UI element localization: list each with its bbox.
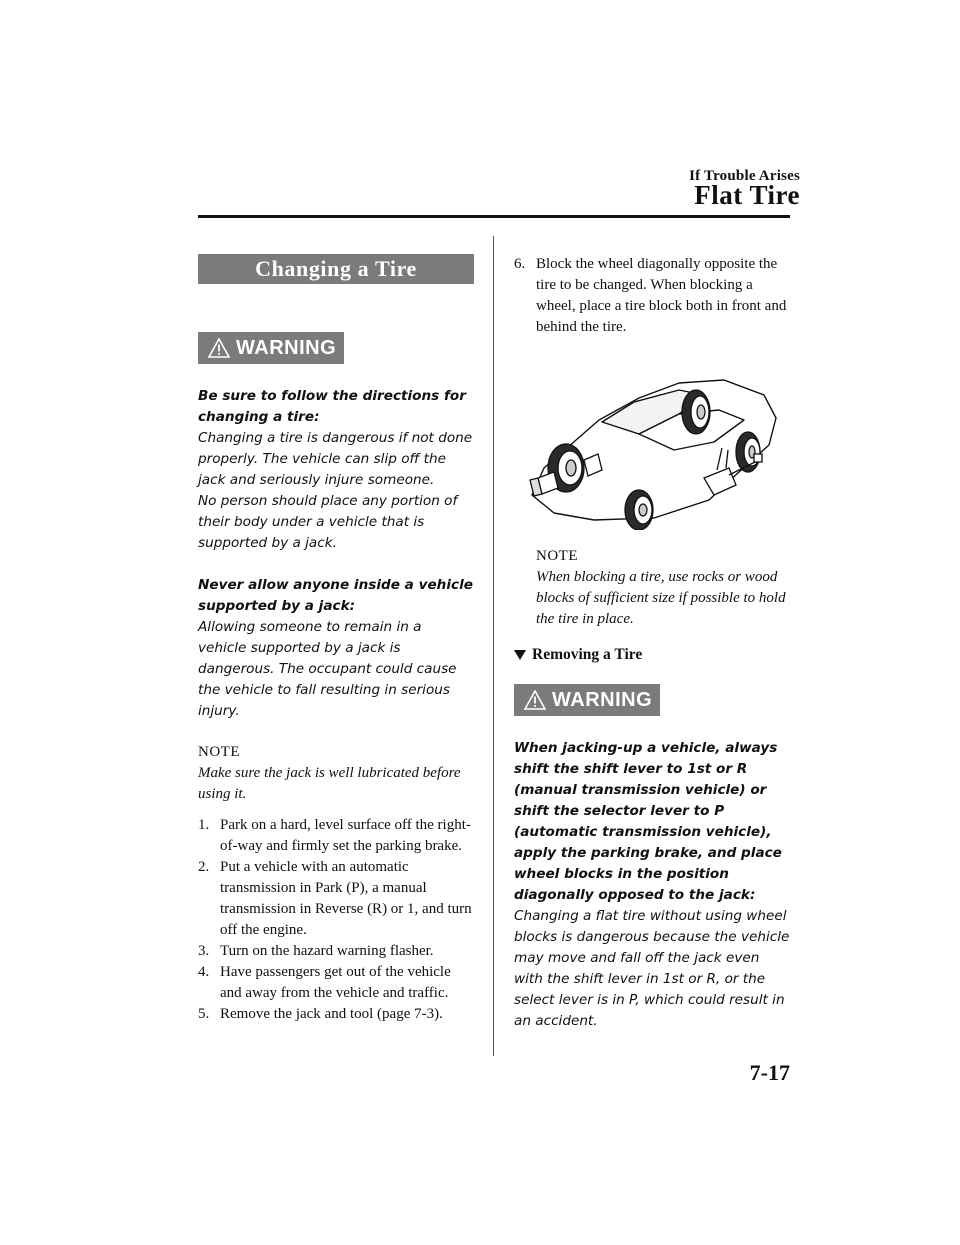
changing-tire-heading: Changing a Tire	[198, 254, 474, 284]
wheel-block-illustration	[514, 350, 790, 530]
warning-badge	[198, 332, 344, 364]
warning-1-body-2: No person should place any portion of their body under a vehicle that is supported by a jack.	[198, 493, 458, 551]
section-title: Flat Tire	[694, 180, 800, 210]
warning-3-heading: When jacking-up a vehicle, always shift the shift lever to 1st or R (manual transmission vehicle) or shift the selector lever to P (automatic transmission vehicle), apply the parking brake, and place wheel blocks in the position diagonally opposed to the jack:	[514, 740, 782, 903]
list-item: 5. Remove the jack and tool (page 7-3).	[198, 1006, 443, 1022]
note-block	[198, 742, 474, 805]
column-divider	[493, 236, 494, 1056]
warning-block-1	[198, 386, 474, 554]
subheading-text: Removing a Tire	[532, 646, 643, 663]
right-column	[514, 254, 790, 1032]
warning-1-heading: Be sure to follow the directions for changing a tire:	[198, 388, 466, 425]
page-number: 7-17	[749, 1060, 790, 1085]
warning-badge-label: WARNING	[236, 336, 337, 359]
warning-3-body: Changing a flat tire without using wheel blocks is dangerous because the vehicle may move and fall off the jack even with the shift lever in 1st or R, or the select lever is in P, which could result in an accident.	[514, 908, 790, 1029]
warning-2-body: Allowing someone to remain in a vehicle supported by a jack is dangerous. The occupant could cause the vehicle to fall resulting in serious injury.	[198, 619, 457, 719]
note-label: NOTE	[198, 744, 240, 760]
note-block-2	[514, 546, 790, 630]
warning-badge-label: WARNING	[552, 688, 653, 711]
warning-block-2	[198, 575, 474, 722]
note-text: Make sure the jack is well lubricated before using it.	[198, 765, 461, 802]
note-label: NOTE	[536, 548, 578, 564]
warning-triangle-icon	[524, 690, 546, 710]
note-text: When blocking a tire, use rocks or wood blocks of sufficient size if possible to hold the tire in place.	[536, 569, 786, 627]
warning-2-heading: Never allow anyone inside a vehicle supported by a jack:	[198, 577, 473, 614]
left-column	[198, 254, 474, 1025]
list-item: 1. Park on a hard, level surface off the right-of-way and firmly set the parking brake.	[198, 817, 471, 854]
triangle-down-icon	[514, 649, 526, 661]
list-item: 6. Block the wheel diagonally opposite the tire to be changed. When blocking a wheel, place a tire block both in front and behind the tire.	[514, 256, 787, 335]
warning-badge	[514, 684, 660, 716]
list-item: 2. Put a vehicle with an automatic transmission in Park (P), a manual transmission in Reverse (R) or 1, and turn off the engine.	[198, 859, 472, 938]
steps-list	[198, 815, 474, 1025]
warning-block-3	[514, 738, 790, 1032]
list-item: 4. Have passengers get out of the vehicle and away from the vehicle and traffic.	[198, 964, 451, 1001]
removing-tire-heading	[514, 646, 790, 664]
warning-1-body: Changing a tire is dangerous if not done properly. The vehicle can slip off the jack and seriously injure someone.	[198, 430, 473, 488]
chapter-label: If Trouble Arises	[689, 168, 800, 184]
list-item: 3. Turn on the hazard warning flasher.	[198, 943, 434, 959]
warning-triangle-icon	[208, 338, 230, 358]
header-rule	[198, 215, 790, 218]
